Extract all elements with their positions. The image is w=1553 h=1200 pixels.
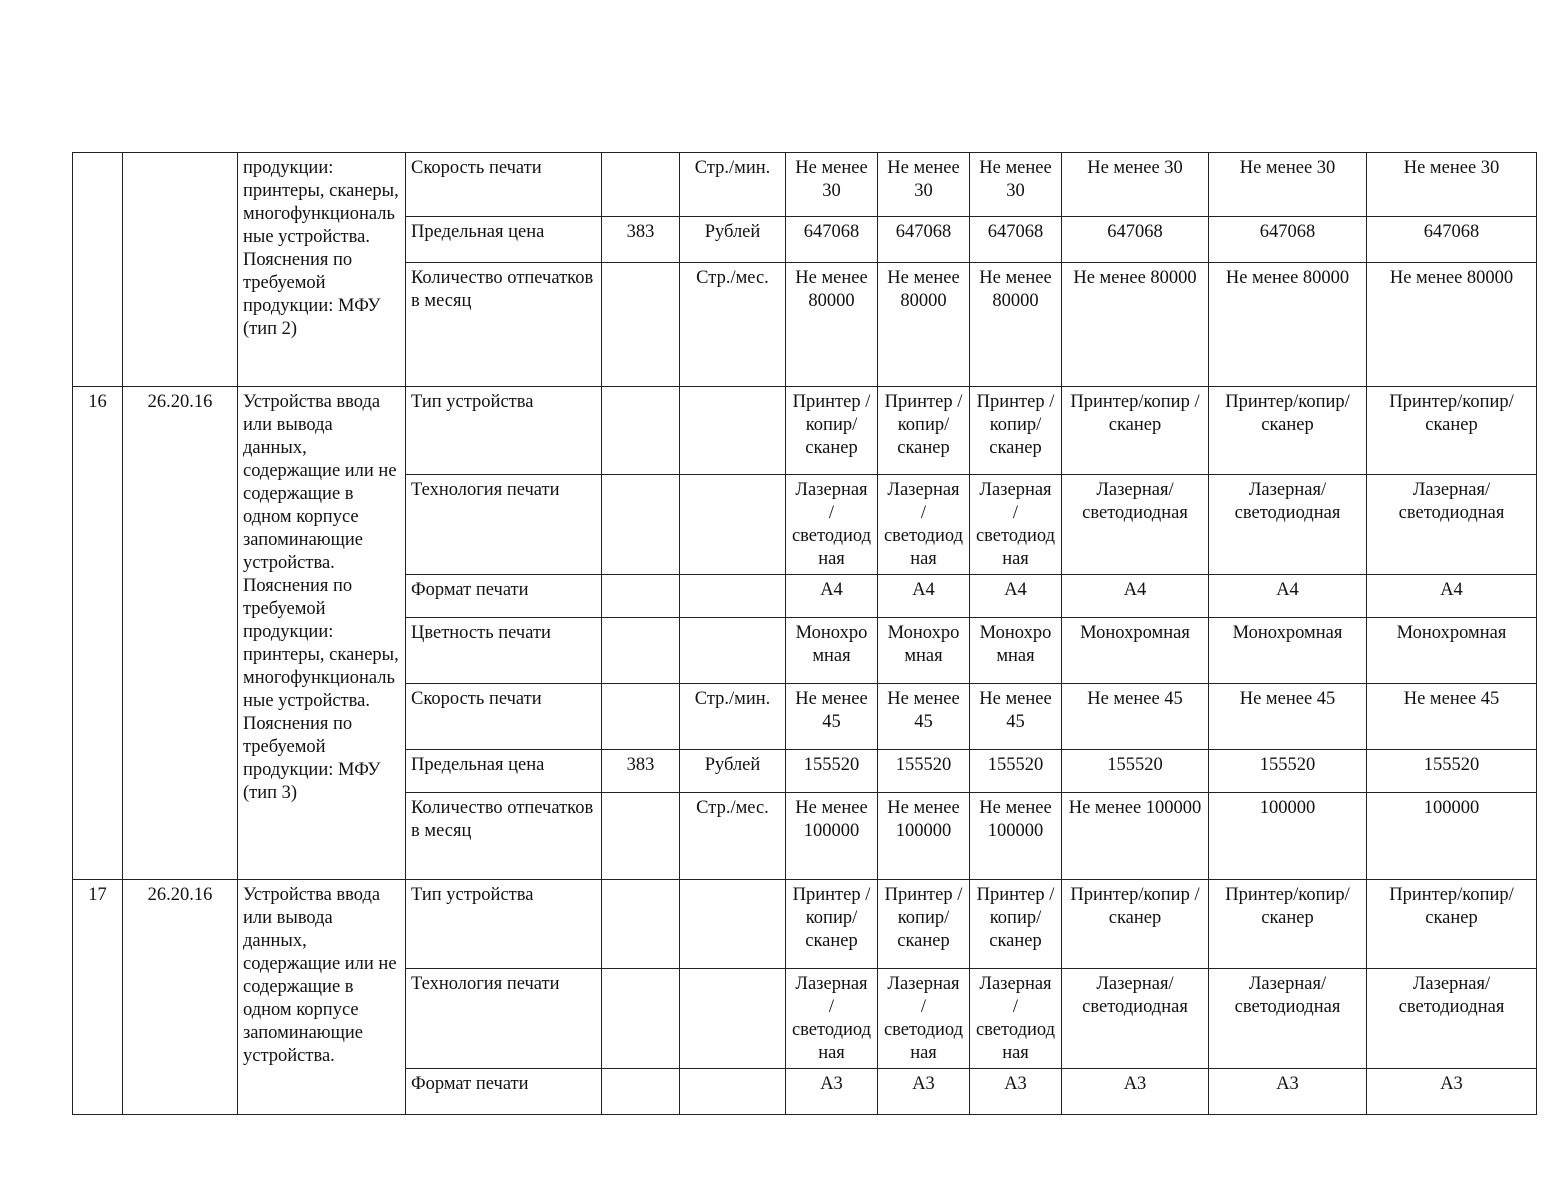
unit-code-cell xyxy=(602,387,680,475)
value-cell: Лазерная /светодиодная xyxy=(786,969,878,1069)
value-cell: Не менее 30 xyxy=(970,153,1062,217)
value-cell: Принтер/копир/ сканер xyxy=(1209,880,1367,969)
value-cell: Лазерная/светодиодная xyxy=(1209,475,1367,575)
value-cell: Не менее 80000 xyxy=(1367,263,1537,387)
value-cell: Не менее 80000 xyxy=(786,263,878,387)
value-cell: Монохромная xyxy=(970,618,1062,684)
value-cell: Не менее 30 xyxy=(878,153,970,217)
okpd-cell: 26.20.16 xyxy=(123,880,238,1115)
value-cell: А4 xyxy=(1209,575,1367,618)
value-cell: Не менее 80000 xyxy=(970,263,1062,387)
unit-cell xyxy=(680,1069,786,1115)
unit-code-cell xyxy=(602,684,680,750)
unit-cell xyxy=(680,387,786,475)
value-cell: А3 xyxy=(1367,1069,1537,1115)
value-cell: Не менее 80000 xyxy=(878,263,970,387)
row-number-cell: 17 xyxy=(73,880,123,1115)
value-cell: Принтер /копир/сканер xyxy=(786,880,878,969)
value-cell: А3 xyxy=(878,1069,970,1115)
unit-cell xyxy=(680,475,786,575)
value-cell: Не менее 100000 xyxy=(878,793,970,880)
value-cell: Монохромная xyxy=(1062,618,1209,684)
value-cell: Принтер /копир/сканер xyxy=(786,387,878,475)
unit-cell: Рублей xyxy=(680,217,786,263)
value-cell: А4 xyxy=(1367,575,1537,618)
unit-cell xyxy=(680,575,786,618)
value-cell: 647068 xyxy=(786,217,878,263)
value-cell: Лазерная /светодиодная xyxy=(786,475,878,575)
value-cell: 155520 xyxy=(1062,750,1209,793)
value-cell: 155520 xyxy=(970,750,1062,793)
value-cell: Лазерная /светодиодная xyxy=(970,969,1062,1069)
value-cell: Не менее 45 xyxy=(1062,684,1209,750)
param-name-cell: Количество отпечатков в месяц xyxy=(406,793,602,880)
value-cell: Монохромная xyxy=(878,618,970,684)
unit-code-cell xyxy=(602,880,680,969)
unit-code-cell xyxy=(602,969,680,1069)
param-name-cell: Тип устройства xyxy=(406,880,602,969)
value-cell: Лазерная/светодиодная xyxy=(1367,475,1537,575)
value-cell: Не менее 45 xyxy=(1367,684,1537,750)
description-cell: Устройства ввода или вывода данных, содержащие или не содержащие в одном корпусе запоминающие устройства. Пояснения по требуемой продукции: принтеры, сканеры, многофункциональные устройства. Пояснения по требуемой продукции: МФУ (тип 3) xyxy=(238,387,406,880)
unit-code-cell xyxy=(602,153,680,217)
unit-code-cell: 383 xyxy=(602,217,680,263)
unit-cell: Стр./мес. xyxy=(680,263,786,387)
value-cell: Принтер /копир/сканер xyxy=(878,880,970,969)
value-cell: Лазерная/светодиодная xyxy=(1062,969,1209,1069)
value-cell: 155520 xyxy=(1367,750,1537,793)
value-cell: Принтер/копир/сканер xyxy=(1367,387,1537,475)
value-cell: Не менее 80000 xyxy=(1209,263,1367,387)
param-name-cell: Тип устройства xyxy=(406,387,602,475)
value-cell: 647068 xyxy=(970,217,1062,263)
param-name-cell: Формат печати xyxy=(406,1069,602,1115)
value-cell: Не менее 45 xyxy=(786,684,878,750)
unit-code-cell xyxy=(602,793,680,880)
description-cell: Устройства ввода или вывода данных, содержащие или не содержащие в одном корпусе запоминающие устройства. xyxy=(238,880,406,1115)
param-name-cell: Предельная цена xyxy=(406,217,602,263)
value-cell: А4 xyxy=(1062,575,1209,618)
value-cell: Не менее 45 xyxy=(970,684,1062,750)
param-name-cell: Скорость печати xyxy=(406,153,602,217)
param-name-cell: Цветность печати xyxy=(406,618,602,684)
unit-cell: Стр./мин. xyxy=(680,153,786,217)
value-cell: 647068 xyxy=(878,217,970,263)
value-cell: А4 xyxy=(878,575,970,618)
unit-code-cell xyxy=(602,575,680,618)
unit-cell: Стр./мин. xyxy=(680,684,786,750)
description-cell: продукции: принтеры, сканеры, многофункциональные устройства. Пояснения по требуемой продукции: МФУ (тип 2) xyxy=(238,153,406,387)
value-cell: Лазерная/светодиодная xyxy=(1367,969,1537,1069)
value-cell: А3 xyxy=(1209,1069,1367,1115)
value-cell: Монохромная xyxy=(786,618,878,684)
unit-cell: Стр./мес. xyxy=(680,793,786,880)
table-row xyxy=(73,387,1537,475)
table-row xyxy=(73,880,1537,969)
value-cell: 647068 xyxy=(1367,217,1537,263)
value-cell: Монохромная xyxy=(1367,618,1537,684)
value-cell: Лазерная /светодиодная xyxy=(878,475,970,575)
value-cell: Принтер /копир/сканер xyxy=(970,387,1062,475)
value-cell: Принтер /копир/сканер xyxy=(970,880,1062,969)
value-cell: А4 xyxy=(786,575,878,618)
value-cell: Не менее 30 xyxy=(786,153,878,217)
value-cell: Не менее 30 xyxy=(1367,153,1537,217)
value-cell: Не менее 100000 xyxy=(1062,793,1209,880)
value-cell: 155520 xyxy=(786,750,878,793)
value-cell: 647068 xyxy=(1209,217,1367,263)
table-row xyxy=(73,153,1537,217)
value-cell: Не менее 45 xyxy=(1209,684,1367,750)
value-cell: Принтер/копир/ сканер xyxy=(1209,387,1367,475)
param-name-cell: Скорость печати xyxy=(406,684,602,750)
value-cell: 100000 xyxy=(1209,793,1367,880)
value-cell: Принтер/копир /сканер xyxy=(1062,387,1209,475)
value-cell: Не менее 30 xyxy=(1062,153,1209,217)
unit-cell: Рублей xyxy=(680,750,786,793)
value-cell: А3 xyxy=(970,1069,1062,1115)
row-number-cell: 16 xyxy=(73,387,123,880)
value-cell: А4 xyxy=(970,575,1062,618)
value-cell: Принтер /копир/сканер xyxy=(878,387,970,475)
value-cell: Монохромная xyxy=(1209,618,1367,684)
unit-cell xyxy=(680,618,786,684)
unit-cell xyxy=(680,880,786,969)
value-cell: 647068 xyxy=(1062,217,1209,263)
unit-cell xyxy=(680,969,786,1069)
value-cell: Не менее 45 xyxy=(878,684,970,750)
value-cell: Лазерная/светодиодная xyxy=(1209,969,1367,1069)
param-name-cell: Количество отпечатков в месяц xyxy=(406,263,602,387)
value-cell: А3 xyxy=(786,1069,878,1115)
value-cell: Лазерная/светодиодная xyxy=(1062,475,1209,575)
value-cell: Принтер/копир/сканер xyxy=(1367,880,1537,969)
value-cell: 155520 xyxy=(878,750,970,793)
value-cell: Не менее 30 xyxy=(1209,153,1367,217)
okpd-cell: 26.20.16 xyxy=(123,387,238,880)
value-cell: 100000 xyxy=(1367,793,1537,880)
value-cell: 155520 xyxy=(1209,750,1367,793)
unit-code-cell xyxy=(602,618,680,684)
param-name-cell: Предельная цена xyxy=(406,750,602,793)
value-cell: Не менее 80000 xyxy=(1062,263,1209,387)
unit-code-cell xyxy=(602,1069,680,1115)
param-name-cell: Формат печати xyxy=(406,575,602,618)
value-cell: Лазерная /светодиодная xyxy=(878,969,970,1069)
value-cell: А3 xyxy=(1062,1069,1209,1115)
row-number-cell xyxy=(73,153,123,387)
value-cell: Принтер/копир /сканер xyxy=(1062,880,1209,969)
param-name-cell: Технология печати xyxy=(406,475,602,575)
requirements-table xyxy=(72,152,1537,1115)
value-cell: Не менее 100000 xyxy=(970,793,1062,880)
unit-code-cell xyxy=(602,263,680,387)
unit-code-cell xyxy=(602,475,680,575)
value-cell: Лазерная /светодиодная xyxy=(970,475,1062,575)
unit-code-cell: 383 xyxy=(602,750,680,793)
param-name-cell: Технология печати xyxy=(406,969,602,1069)
value-cell: Не менее 100000 xyxy=(786,793,878,880)
okpd-cell xyxy=(123,153,238,387)
